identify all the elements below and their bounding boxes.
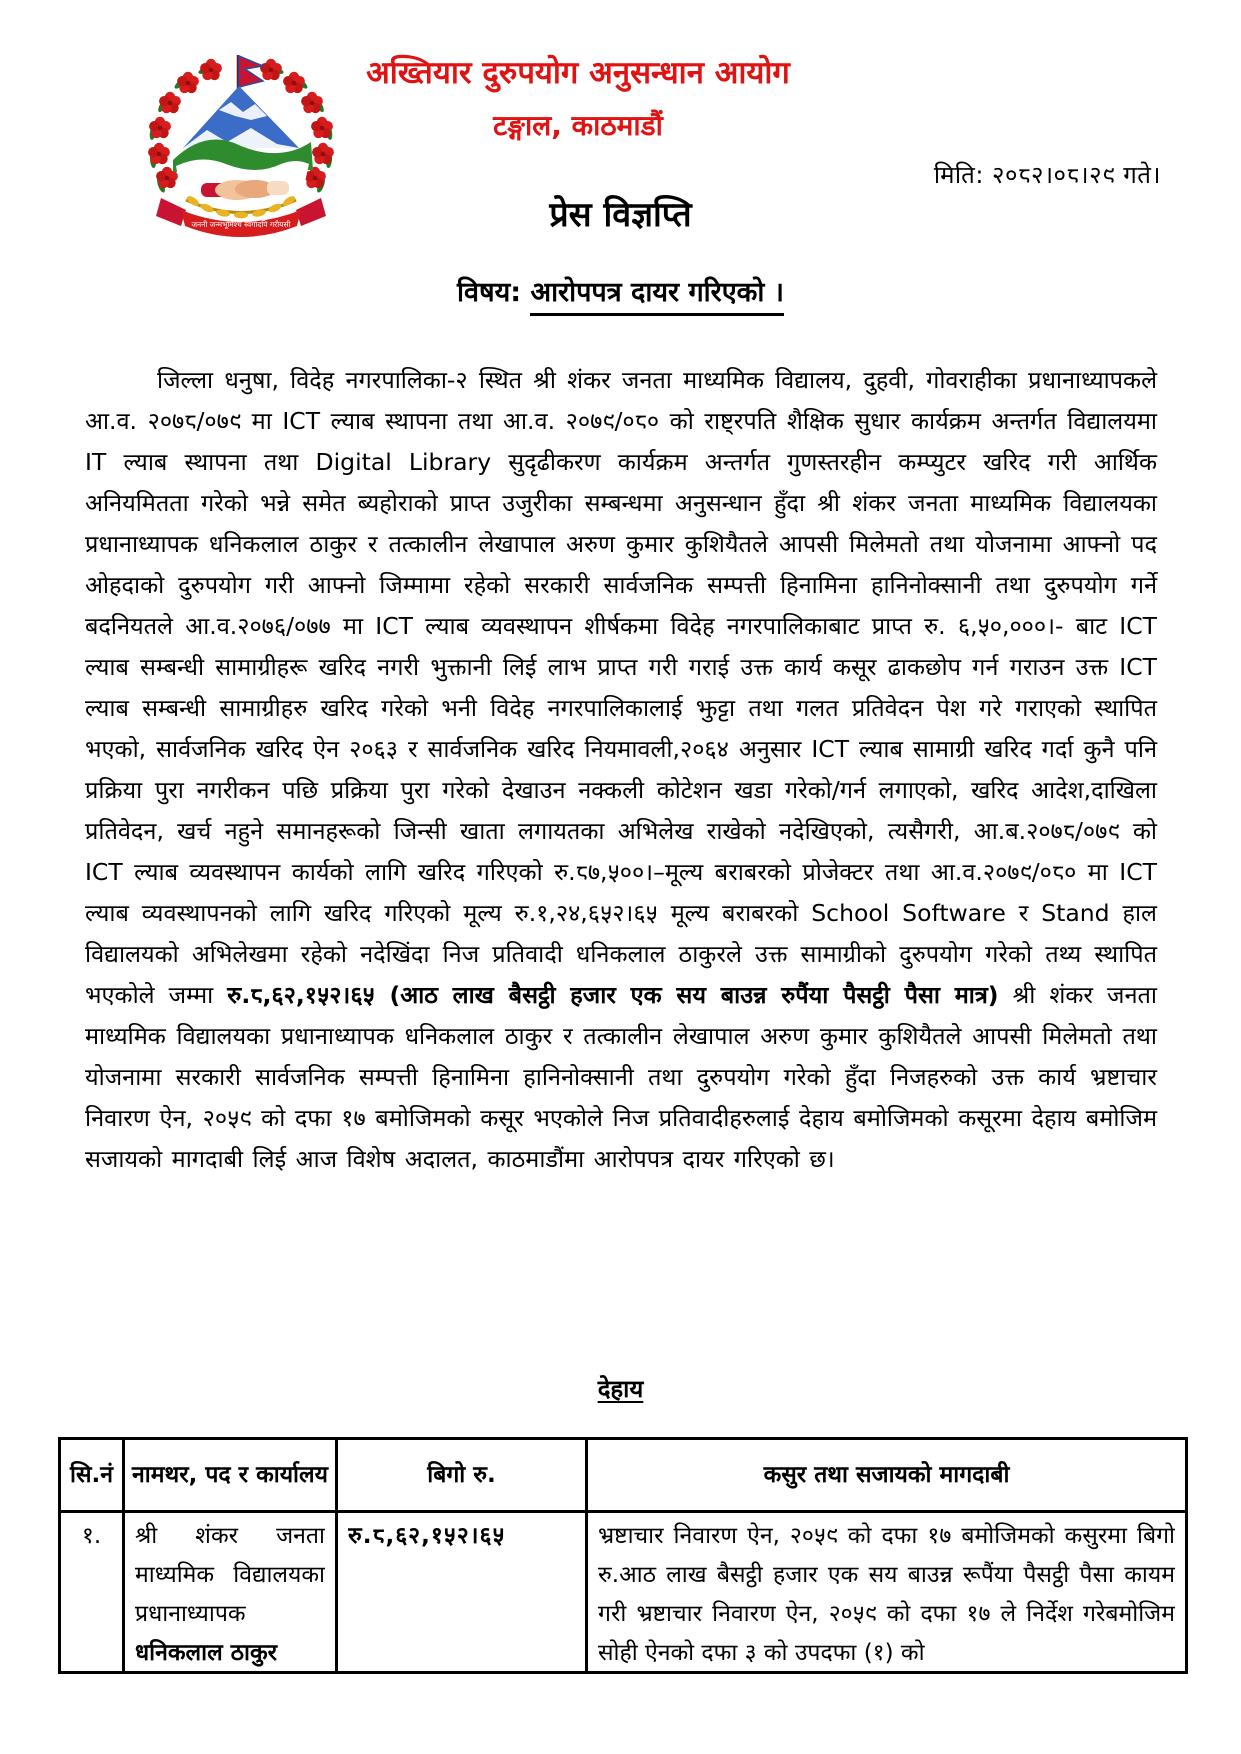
body-part2: श्री शंकर जनता माध्यमिक विद्यालयका प्रधानाध्यापक धनिकलाल ठाकुर र तत्कालीन लेखापाल अरुण कुमार कुशियैतले आपसी मिलेमतो तथा योजनामा सरकारी सार्वजनिक सम्पत्ती हिनामिना हानिनोक्सानी तथा दुरुपयोग गरेको हुँदा निजहरुको उक्त कार्य भ्रष्टाचार निवारण ऐन, २०५९ को दफा १७ बमोजिमको कसूर भएकोले निज प्रतिवादीहरुलाई देहाय बमोजिमको कसूरमा देहाय बमोजिम सजायको मागदाबी लिई आज विशेष अदालत, काठमाडौंमा आरोपपत्र दायर गरिएको छ। [85, 980, 1157, 1173]
cell-amount [337, 1512, 587, 1673]
cell-name [124, 1512, 337, 1673]
cell-amount-text: रु.८,६२,१५२।६५ [348, 1523, 506, 1549]
letterhead [0, 55, 1241, 144]
emblem-motto-text: जननी जन्मभूमिश्च स्वर्गादपि गरीयसी [191, 220, 291, 229]
table-caption: देहाय [597, 1375, 644, 1403]
header-sn: सि.नं [60, 1439, 124, 1512]
cell-charge [587, 1512, 1187, 1673]
header-amount: बिगो रु. [337, 1439, 587, 1512]
header-charge-demand: कसुर तथा सजायको मागदाबी [587, 1439, 1187, 1512]
charge-sheet-table [58, 1437, 1188, 1674]
cell-sn [60, 1512, 124, 1673]
org-name: अख्तियार दुरुपयोग अनुसन्धान आयोग [366, 55, 790, 91]
body-part1: जिल्ला धनुषा, विदेह नगरपालिका-२ स्थित श्री शंकर जनता माध्यमिक विद्यालय, दुहवी, गोवराहीका प्रधानाध्यापकले आ.व. २०७८/०७९ मा ICT ल्याब स्थापना तथा आ.व. २०७९/०८० को राष्ट्रपति शैक्षिक सुधार कार्यक्रम अन्तर्गत विद्यालयमा IT ल्याब स्थापना तथा Digital Library सुदृढीकरण कार्यक्रम अन्तर्गत गुणस्तरहीन कम्प्युटर खरिद गरी आर्थिक अनियमितता गरेको भन्ने समेत ब्यहोराको प्राप्त उजुरीका सम्बन्धमा अनुसन्धान हुँदा श्री शंकर जनता माध्यमिक विद्यालयका प्रधानाध्यापक धनिकलाल ठाकुर र तत्कालीन लेखापाल अरुण कुमार कुशियैतले आपसी मिलेमतो तथा योजनामा आफ्नो पद ओहदाको दुरुपयोग गरी आफ्नो जिम्मामा रहेको सरकारी सार्वजनिक सम्पत्ती हिनामिना हानिनोक्सानी तथा दुरुपयोग गर्ने बदनियतले आ.व.२०७६/०७७ मा ICT ल्याब व्यवस्थापन शीर्षकमा विदेह नगरपालिकाबाट प्राप्त रु. ६,५०,०००।- बाट ICT ल्याब सम्बन्धी सामाग्रीहरू खरिद नगरी भुक्तानी लिई लाभ प्राप्त गरी गराई उक्त कार्य कसूर ढाकछोप गर्न गराउन उक्त ICT ल्याब सम्बन्धी सामाग्रीहरु खरिद गरेको भनी विदेह नगरपालिकालाई झुट्टा तथा गलत प्रतिवेदन पेश गरे गराएको स्थापित भएको, सार्वजनिक खरिद ऐन २०६३ र सार्वजनिक खरिद नियमावली,२०६४ अनुसार ICT ल्याब सामाग्री खरिद गर्दा कुनै पनि प्रक्रिया पुरा नगरीकन पछि प्रक्रिया पुरा गरेको देखाउन नक्कली कोटेशन खडा गरेको/गर्न लगाएको, खरिद आदेश,दाखिला प्रतिवेदन, खर्च नहुने समानहरूको जिन्सी खाता लगायतका अभिलेख राखेको नदेखिएको, त्यसैगरी, आ.ब.२०७८/०७९ को ICT ल्याब व्यवस्थापन कार्यको लागि खरिद गरिएको रु.८७,५००।–मूल्य बराबरको प्रोजेक्टर तथा आ.व.२०७९/०८० मा ICT ल्याब व्यवस्थापनको लागि खरिद गरिएको मूल्य रु.१,२४,६५२।६५ मूल्य बराबरको School Software र Stand हाल विद्यालयको अभिलेखमा रहेको नदेखिंदा निज प्रतिवादी धनिकलाल ठाकुरले उक्त सामाग्रीको दुरुपयोग गरेको तथ्य स्थापित भएकोले जम्मा [85, 365, 1157, 1009]
table-header-row [60, 1439, 1187, 1512]
body-paragraph [85, 360, 1157, 1180]
date-line: मिति: २०८२।०८।२९ गते। [933, 161, 1161, 189]
org-address: टङ्गाल, काठमाडौं [493, 109, 663, 142]
subject-prefix: विषय: [456, 277, 531, 308]
cell-person-name: धनिकलाल ठाकुर [135, 1640, 278, 1666]
cell-sn-text: १. [81, 1523, 102, 1549]
header-name-post-office: नामथर, पद र कार्यालय [124, 1439, 337, 1512]
subject-line [0, 272, 1241, 309]
table-row [60, 1512, 1187, 1673]
subject-text: आरोपपत्र दायर गरिएको । [530, 277, 784, 316]
cell-office-text: श्री शंकर जनता माध्यमिक विद्यालयका प्रधानाध्यापक [135, 1523, 325, 1627]
cell-charge-text: भ्रष्टाचार निवारण ऐन, २०५९ को दफा १७ बमोजिमको कसुरमा बिगो रु.आठ लाख बैसट्ठी हजार एक सय बाउन्न रूपैंया पैसट्ठी पैसा कायम गरी भ्रष्टाचार निवारण ऐन, २०५९ को दफा १७ ले निर्देश गरेबमोजिम सोही ऐनको दफा ३ को उपदफा (१) को [598, 1523, 1175, 1666]
body-bold-amount: रु.८,६२,१५२।६५ (आठ लाख बैसट्ठी हजार एक सय बाउन्न रुपैंया पैसट्ठी पैसा मात्र) [227, 980, 999, 1009]
press-release-title: प्रेस विज्ञप्ति [549, 195, 692, 235]
